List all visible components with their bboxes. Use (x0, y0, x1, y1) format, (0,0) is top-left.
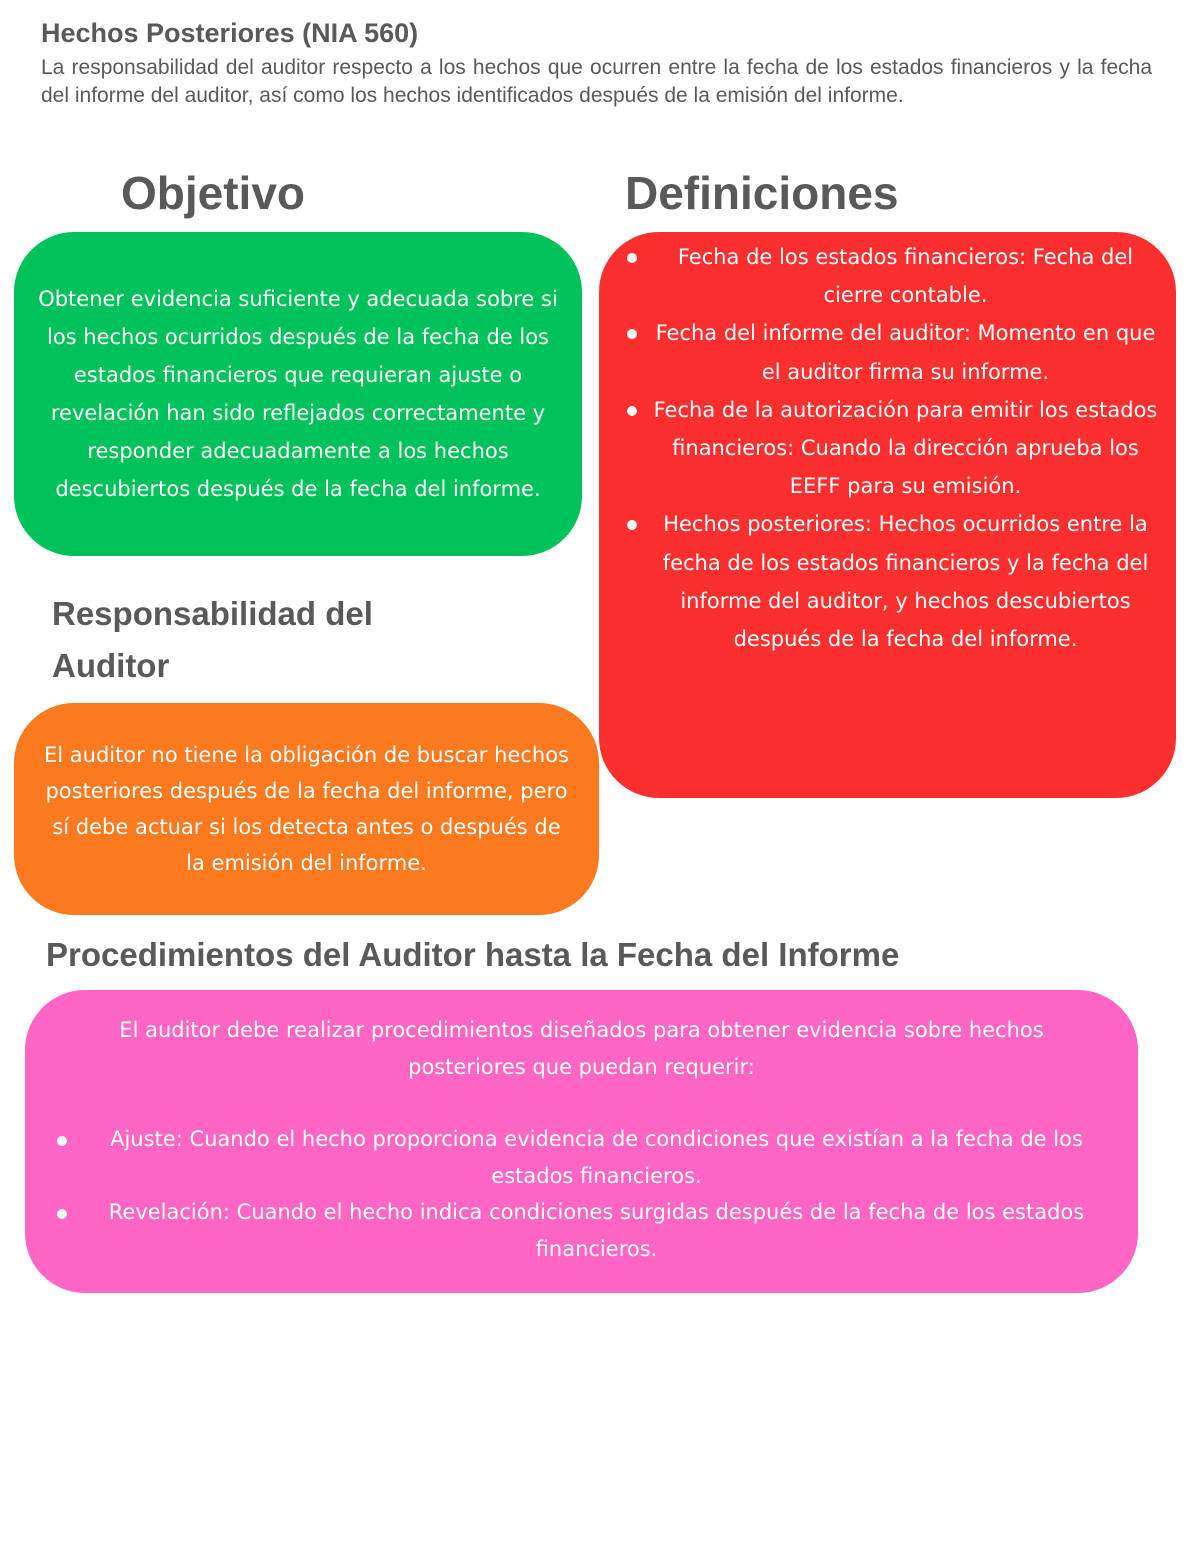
procedimientos-intro: El auditor debe realizar procedimientos diseñados para obtener evidencia sobre hechos posteriores que puedan requerir: (119, 1018, 1044, 1079)
definicion-item (623, 314, 1158, 390)
bullet-icon (57, 1136, 67, 1146)
procedimientos-list (53, 1121, 1110, 1267)
procedimiento-item (53, 1194, 1110, 1267)
procedimientos-heading: Procedimientos del Auditor hasta la Fecha del Informe (46, 936, 900, 973)
bullet-icon (627, 253, 637, 263)
document-title: Hechos Posteriores (NIA 560) (41, 18, 419, 48)
definicion-item (623, 505, 1158, 658)
definicion-text: Hechos posteriores: Hechos ocurridos entre la fecha de los estados financieros y la fecha del informe del auditor, y hechos descubiertos después de la fecha del informe. (662, 512, 1149, 652)
procedimiento-text: Ajuste: Cuando el hecho proporciona evidencia de condiciones que existían a la fecha de los estados financieros. (110, 1127, 1083, 1188)
responsabilidad-heading: Responsabilidad del Auditor (52, 595, 373, 684)
bullet-icon (627, 520, 637, 530)
definiciones-list (623, 238, 1158, 658)
definicion-text: Fecha de los estados financieros: Fecha del cierre contable. (677, 245, 1134, 308)
responsabilidad-text: El auditor no tiene la obligación de buscar hechos posteriores después de la fecha del informe, pero sí debe actuar si los detecta antes o después de la emisión del informe. (44, 743, 569, 875)
procedimientos-box (25, 990, 1138, 1293)
definicion-item (623, 238, 1158, 314)
bullet-icon (627, 406, 637, 416)
objetivo-box (14, 232, 582, 556)
definicion-text: Fecha de la autorización para emitir los estados financieros: Cuando la dirección aprueba los EEFF para su emisión. (653, 397, 1158, 499)
definicion-item (623, 391, 1158, 506)
definiciones-box (599, 232, 1176, 798)
objetivo-text: Obtener evidencia suficiente y adecuada sobre si los hechos ocurridos después de la fecha de los estados financieros que requieran ajuste o revelación han sido reflejados correctamente y responder adecuadamente a los hechos descubiertos después de la fecha del informe. (38, 287, 558, 501)
document-intro: La responsabilidad del auditor respecto a los hechos que ocurren entre la fecha de los estados financieros y la fecha del informe del auditor, así como los hechos identificados después de la emisión del informe. (41, 56, 1152, 107)
responsabilidad-box (14, 703, 599, 915)
bullet-icon (627, 329, 637, 339)
procedimiento-text: Revelación: Cuando el hecho indica condiciones surgidas después de la fecha de los estados financieros. (108, 1200, 1085, 1261)
procedimiento-item (53, 1121, 1110, 1194)
objetivo-heading: Objetivo (121, 167, 306, 219)
definicion-text: Fecha del informe del auditor: Momento en que el auditor firma su informe. (655, 321, 1156, 384)
bullet-icon (57, 1209, 67, 1219)
definiciones-heading: Definiciones (625, 167, 899, 219)
